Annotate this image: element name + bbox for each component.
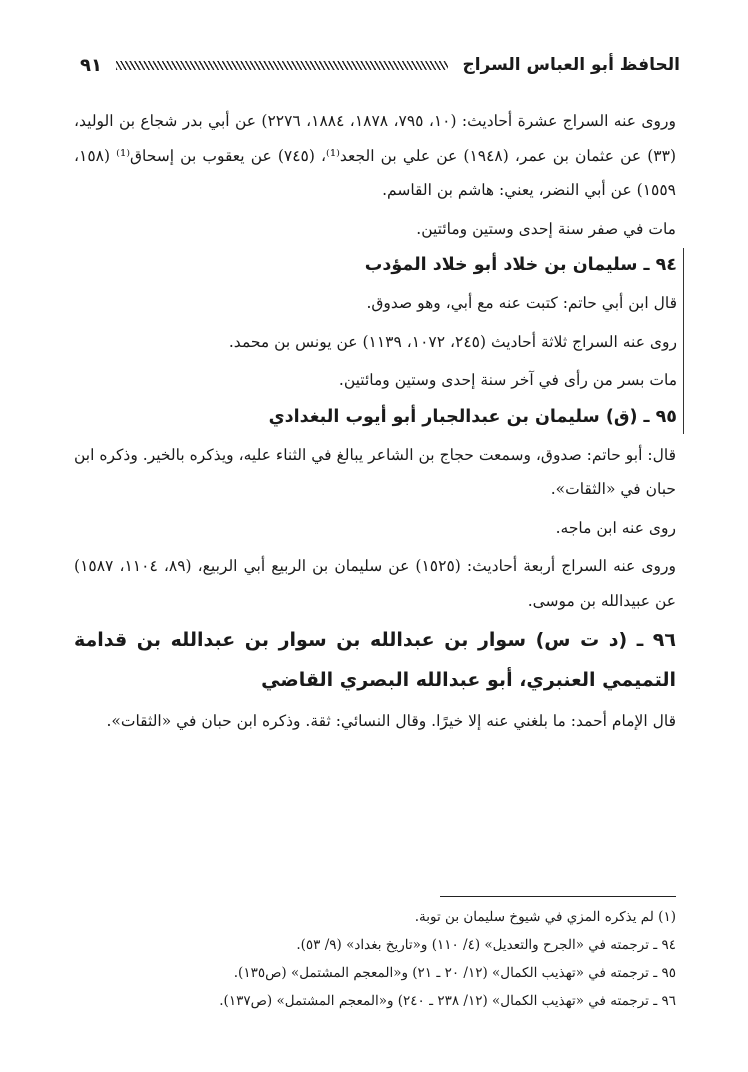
page-number: ٩١: [80, 54, 102, 76]
footnote: (١) لم يذكره المزي في شيوخ سليمان بن توبة.: [414, 909, 676, 925]
page-header: [80, 48, 680, 82]
main-text: [74, 104, 676, 739]
paragraph: قال الإمام أحمد: ما بلغني عنه إلا خيرًا. وقال النسائي: ثقة. وذكره ابن حبان في «الثقات».: [106, 712, 676, 730]
paragraph: وروى عنه السراج أربعة أحاديث: (١٥٢٥) عن سليمان بن الربيع أبي الربيع، (٨٩، ١١٠٤، ١٥٨٧) عن عبيدالله بن موسى.: [74, 557, 676, 610]
entry-heading: ٩٦ ـ (د ت س) سوار بن عبدالله بن سوار بن عبدالله بن قدامة التميمي العنبري، أبو عبدالله البصري القاضي: [74, 629, 676, 691]
entry-heading: ٩٥ ـ (ق) سليمان بن عبدالجبار أبو أيوب البغدادي: [268, 406, 677, 427]
paragraph: روى عنه السراج ثلاثة أحاديث (٢٤٥، ١٠٧٢، ١١٣٩) عن يونس بن محمد.: [228, 332, 677, 351]
header-hatch-rule: [116, 61, 448, 70]
entry-94: [74, 248, 684, 434]
running-head: الحافظ أبو العباس السراج: [462, 55, 680, 75]
footnote: ٩٦ ـ ترجمته في «تهذيب الكمال» (١٢/ ٢٣٨ ـ ٢٤٠) و«المعجم المشتمل» (ص١٣٧).: [219, 993, 676, 1009]
paragraph: وروى عنه السراج عشرة أحاديث: (١٠، ٧٩٥، ١٨٧٨، ١٨٨٤، ٢٢٧٦) عن أبي بدر شجاع بن الوليد، (٣٣) عن عثمان بن عمر، (١٩٤٨) عن علي بن الجعد⁽¹⁾، (٧٤٥) عن يعقوب بن إسحاق⁽¹⁾ (١٥٨، ١٥٥٩) عن أبي النضر، يعني: هاشم بن القاسم.: [74, 112, 676, 199]
footnotes: [74, 896, 676, 1015]
entry-heading: ٩٤ ـ سليمان بن خلاد أبو خلاد المؤدب: [364, 255, 677, 275]
footnote-separator: [440, 896, 676, 897]
footnote: ٩٥ ـ ترجمته في «تهذيب الكمال» (١٢/ ٢٠ ـ ٢١) و«المعجم المشتمل» (ص١٣٥).: [233, 965, 676, 981]
paragraph: روى عنه ابن ماجه.: [555, 518, 676, 537]
paragraph: مات في صفر سنة إحدى وستين ومائتين.: [416, 219, 676, 238]
paragraph: قال ابن أبي حاتم: كتبت عنه مع أبي، وهو صدوق.: [366, 294, 677, 312]
paragraph: مات بسر من رأى في آخر سنة إحدى وستين ومائتين.: [338, 371, 677, 389]
footnote: ٩٤ ـ ترجمته في «الجرح والتعديل» (٤/ ١١٠) و«تاريخ بغداد» (٩/ ٥٣).: [296, 937, 676, 953]
paragraph: قال: أبو حاتم: صدوق، وسمعت حجاج بن الشاعر يبالغ في الثناء عليه، ويذكره بالخير. وذكره ابن حبان في «الثقات».: [74, 445, 676, 498]
